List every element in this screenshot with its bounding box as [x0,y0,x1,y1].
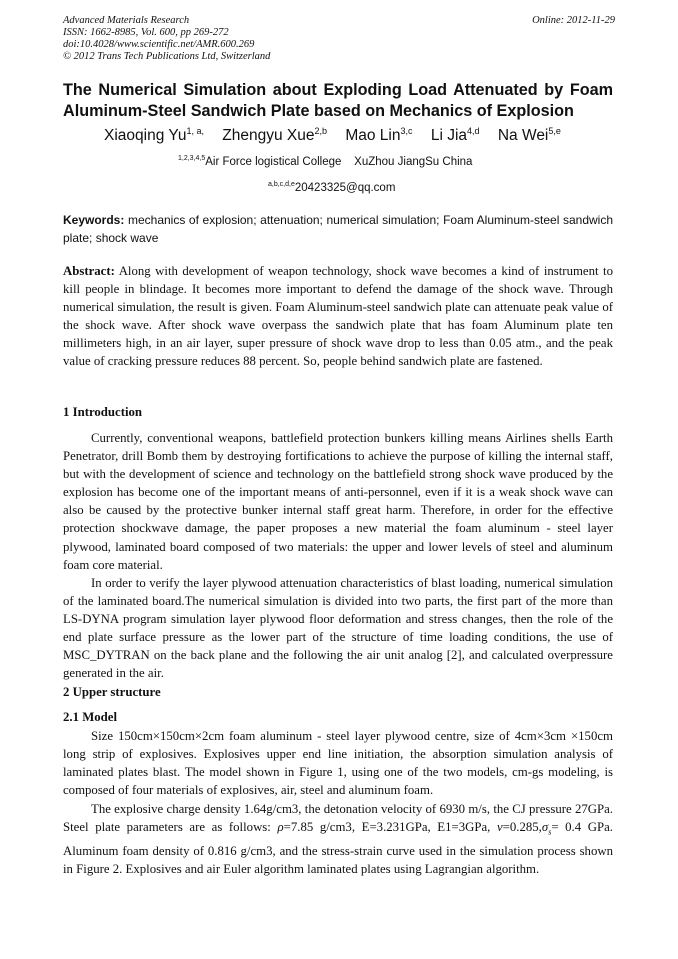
symbol-sigma-subscript: s [548,827,552,837]
text-run: =0.285, [502,820,542,835]
journal-header [63,15,615,63]
author-name: Zhengyu Xue [222,127,315,145]
email-sup: a,b,c,d,e [268,181,295,188]
title-line-2: Aluminum-Steel Sandwich Plate based on Mechanics of Explosion [63,102,574,120]
author-sup: 1, a, [186,126,204,136]
model-paragraph-1: Size 150cm×150cm×2cm foam aluminum - steel layer plywood centre, size of 4cm×3cm ×150cm long strip of explosives. Explosives upper end line initiation, the absorption simulation analysis of laminated plates blast. The model shown in Figure 1, using one of the two models, cm-gs modeling, is composed of four materials of explosives, air, steel and aluminum foam. [63,729,613,798]
author [104,127,204,144]
text-run: = 0.4 GPa. Aluminum foam density of 0.816 g/cm3, and the stress-strain curve used in the simulation process shown in Figure 2. Explosives and air Euler algorithm laminated plates using Lagrangian algorithm. [63,820,613,876]
author [498,127,561,144]
copyright-line: © 2012 Trans Tech Publications Ltd, Switzerland [63,51,271,62]
author [345,127,412,144]
author [431,127,480,144]
author-sup: 3,c [400,126,413,136]
text-run: =7.85 g/cm3, E=3.231GPa, E1=3GPa, [283,820,497,835]
symbol-rho: ρ [277,820,284,835]
journal-name: Advanced Materials Research [63,15,190,26]
intro-paragraph-2: In order to verify the layer plywood attenuation characteristics of blast loading, numerical simulation of the laminated board.The numerical simulation is divided into two parts, the first part of the more than LS-DYNA program simulation layer plywood floor deformation and stress changes, then the role of the end plate surface pressure as the lower part of the structure of time loading conditions, the use of MSC_DYTRAN on the back plane and the following the air unit analog [2], and calculated overpressure generated in the air. [63,576,613,681]
author-sup: 2,b [314,126,328,136]
model-paragraph-2 [63,800,613,878]
section-heading-upper-structure: 2 Upper structure [63,685,161,699]
affiliation-text: Air Force logistical College XuZhou JiangSu China [205,155,473,168]
author-sup: 4,d [467,126,480,136]
contact-email [268,181,395,194]
abstract-label: Abstract: [63,264,115,278]
title-line-1: The Numerical Simulation about Exploding Load Attenuated by Foam [63,81,613,99]
author-list [104,126,575,145]
email-text: 20423325@qq.com [294,181,396,194]
abstract-text: Along with development of weapon technology, shock wave becomes a kind of instrument to kill people in blindage. It becomes more important to defend the damage of the shock wave. Through numerical simulation, the result is given. Foam Aluminum-steel sandwich plate can attenuate peak value of the shock wave. After shock wave overpass the sandwich plate that has foam Aluminum plate ten millimeters high, in an air layer, super pressure of shock wave drop to less than 0.05 atm., and the peak value of cracking pressure reduces 88 percent. So, people behind sandwich plate are fastened. [63,264,613,369]
symbol-nu: ν [496,820,503,835]
online-date: Online: 2012-11-29 [532,15,615,26]
intro-paragraph-1: Currently, conventional weapons, battlefield protection bunkers killing means Airlines shells Earth Penetrator, drill Bomb them by destroying fortifications to achieve the purpose of killing the internal staff, but with the development of science and technology on the battlefield strong shock wave produced by the explosion has become one of the important means of anti-personnel, even if it is a weak shock wave can also be caused by the protective bunker internal staff great harm. Therefore, in order for the effective protection shockwave damage, the paper proposes a new material the foam aluminum - steel layer plywood, laminated board composed of two materials: the upper and lower levels of steel and aluminum foam core material. [63,431,613,572]
author-name: Li Jia [430,127,468,145]
author-name: Na Wei [497,127,549,145]
author [222,127,327,144]
keywords-label: Keywords: [63,213,125,227]
symbol-sigma: σ [541,820,549,835]
affiliation-sup: 1,2,3,4,5 [178,155,206,162]
author-sup: 5,e [548,126,561,136]
paper-title [63,80,613,122]
issn-line: ISSN: 1662-8985, Vol. 600, pp 269-272 [63,27,229,38]
author-name: Xiaoqing Yu [104,127,187,145]
abstract [63,262,613,371]
text-run: The explosive charge density 1.64g/cm3, the detonation velocity of 6930 m/s, the CJ pressure 27GPa. Steel plate parameters are as follows: [63,802,613,835]
subsection-heading-model: 2.1 Model [63,710,118,724]
author-name: Mao Lin [345,127,401,145]
affiliation [178,155,472,168]
keywords [63,211,613,247]
doi-line: doi:10.4028/www.scientific.net/AMR.600.269 [63,39,255,50]
keywords-text: mechanics of explosion; attenuation; numerical simulation; Foam Aluminum-steel sandwich plate; shock wave [63,213,613,245]
section-heading-introduction: 1 Introduction [63,405,143,419]
